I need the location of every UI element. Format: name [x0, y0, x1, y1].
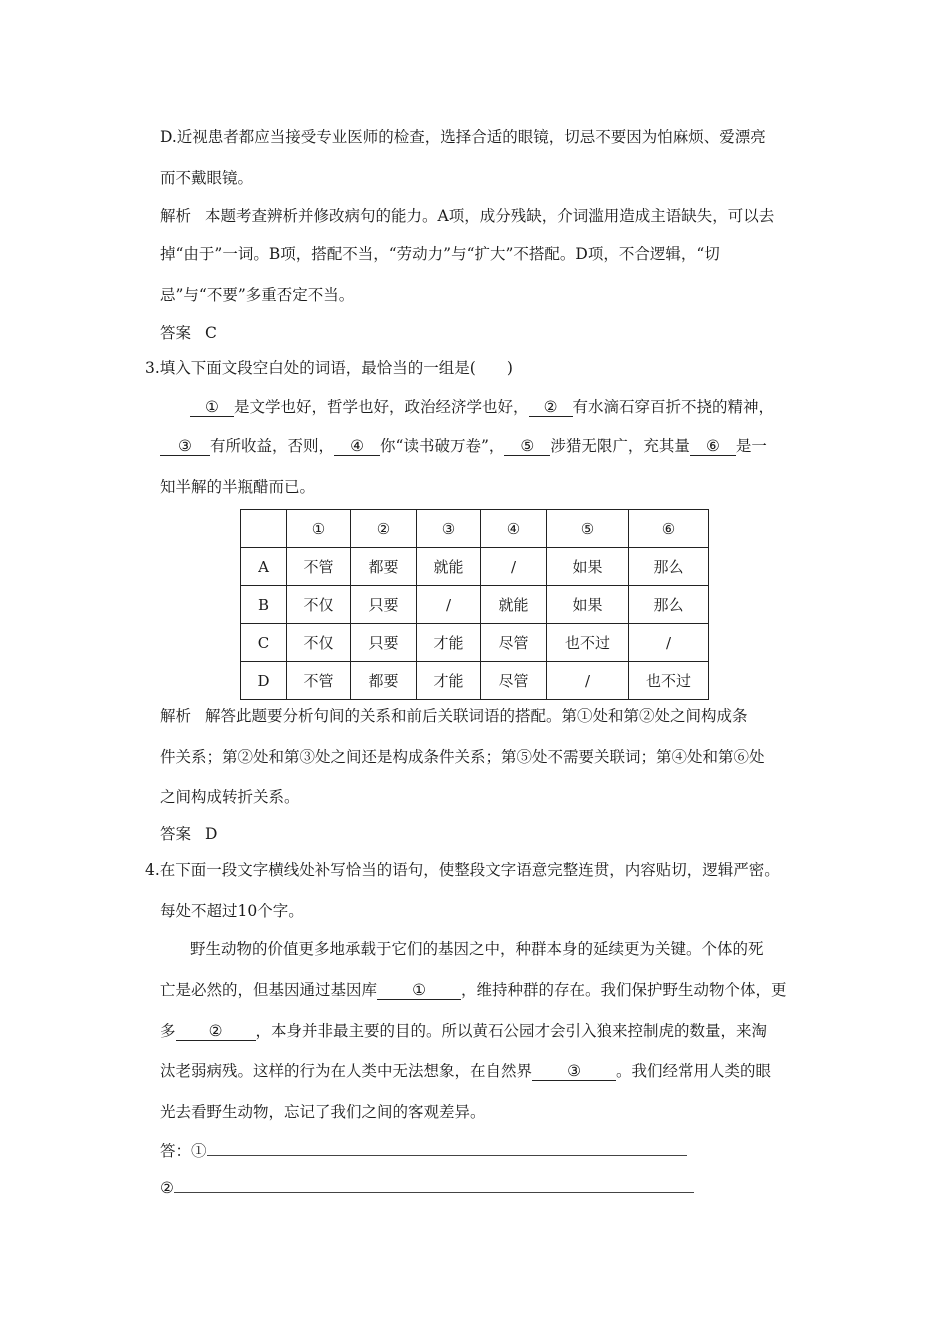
q4-passage-line-5: 光去看野生动物，忘记了我们之间的客观差异。 [160, 1103, 486, 1121]
q3-stem: 3.填入下面文段空白处的词语，最恰当的一组是( ) [145, 359, 513, 377]
q4-stem-line-1: 4.在下面一段文字横线处补写恰当的语句，使整段文字语意完整连贯，内容贴切，逻辑严密。 [145, 861, 780, 879]
table-cell: 如果 [547, 586, 629, 624]
header-cell: ③ [417, 510, 481, 548]
q3-blank-1: ① [190, 398, 234, 417]
q3-text: 涉猎无限广，充其量 [550, 437, 690, 455]
q2-answer [160, 322, 217, 344]
table-cell: 也不过 [629, 662, 709, 700]
q4-text: 汰老弱病残。这样的行为在人类中无法想象，在自然界 [160, 1062, 533, 1080]
q2-analysis-line-1 [160, 205, 774, 227]
table-cell: 尽管 [481, 624, 547, 662]
table-cell: 不仅 [287, 586, 351, 624]
q3-answer [160, 823, 217, 845]
table-row [241, 548, 709, 586]
table-cell: / [629, 624, 709, 662]
q3-blank-6: ⑥ [690, 437, 736, 456]
table-cell: 不管 [287, 548, 351, 586]
analysis-text: 本题考查辨析并修改病句的能力。A项，成分残缺，介词滥用造成主语缺失，可以去 [205, 207, 775, 225]
answer-prefix: 答：① [160, 1142, 207, 1160]
answer-value: D [205, 825, 218, 843]
q4-answer-line-2 [160, 1177, 694, 1199]
q4-text: ，本身并非最主要的目的。所以黄石公园才会引入狼来控制虎的数量，来淘 [255, 1022, 768, 1040]
q3-analysis-line-1 [160, 705, 748, 727]
q3-text: 有水滴石穿百折不挠的精神， [572, 398, 775, 416]
q3-blank-5: ⑤ [504, 437, 550, 456]
answer-label: 答案 [160, 825, 192, 843]
table-header-row [241, 510, 709, 548]
answer-blank-1[interactable] [207, 1141, 687, 1156]
q4-passage-line-2 [160, 979, 787, 1001]
q4-answer-line-1 [160, 1140, 687, 1162]
table-cell: 不仅 [287, 624, 351, 662]
q4-blank-2: ② [176, 1022, 256, 1041]
q2-option-d-cont: 而不戴眼镜。 [160, 169, 254, 187]
q3-text: 是一 [735, 437, 767, 455]
q3-text: 是文学也好，哲学也好，政治经济学也好， [234, 398, 529, 416]
table-cell: 才能 [417, 624, 481, 662]
row-label: C [241, 624, 287, 662]
table-row [241, 586, 709, 624]
row-label: B [241, 586, 287, 624]
row-label: A [241, 548, 287, 586]
q4-blank-3: ③ [532, 1062, 616, 1081]
q3-passage-line-2 [160, 435, 767, 457]
header-cell: ① [287, 510, 351, 548]
table-cell: / [417, 586, 481, 624]
q4-text: 多 [160, 1022, 176, 1040]
q4-text: 亡是必然的，但基因通过基因库 [160, 981, 378, 999]
table-row [241, 624, 709, 662]
q2-analysis-line-2: 掉“由于”一词。B项，搭配不当，“劳动力”与“扩大”不搭配。D项，不合逻辑，“切 [160, 245, 720, 263]
table-cell: 都要 [351, 548, 417, 586]
answer-value: C [205, 324, 217, 342]
q4-text: ，维持种群的存在。我们保护野生动物个体，更 [461, 981, 787, 999]
q3-options-table [240, 509, 709, 700]
table-cell: / [481, 548, 547, 586]
q2-analysis-line-3: 忌”与“不要”多重否定不当。 [160, 286, 355, 304]
answer-number: ② [160, 1179, 174, 1197]
table-cell: 就能 [481, 586, 547, 624]
table-cell: 那么 [629, 586, 709, 624]
q4-blank-1: ① [377, 981, 461, 1000]
q3-analysis-line-3: 之间构成转折关系。 [160, 788, 300, 806]
header-cell [241, 510, 287, 548]
header-cell: ⑥ [629, 510, 709, 548]
row-label: D [241, 662, 287, 700]
q3-analysis-line-2: 件关系；第②处和第③处之间还是构成条件关系；第⑤处不需要关联词；第④处和第⑥处 [160, 748, 765, 766]
answer-blank-2[interactable] [174, 1178, 694, 1193]
q3-blank-2: ② [529, 398, 573, 417]
q4-stem-line-2: 每处不超过10个字。 [160, 902, 304, 920]
q4-passage-line-3 [160, 1020, 767, 1042]
q4-passage-line-4 [160, 1060, 771, 1082]
table-cell: 那么 [629, 548, 709, 586]
header-cell: ④ [481, 510, 547, 548]
analysis-text: 解答此题要分析句间的关系和前后关联词语的搭配。第①处和第②处之间构成条 [205, 707, 748, 725]
answer-label: 答案 [160, 324, 192, 342]
table-cell: 不管 [287, 662, 351, 700]
q4-passage-line-1: 野生动物的价值更多地承载于它们的基因之中，种群本身的延续更为关键。个体的死 [190, 940, 764, 958]
table-cell: 才能 [417, 662, 481, 700]
table-cell: / [547, 662, 629, 700]
table-cell: 只要 [351, 624, 417, 662]
header-cell: ② [351, 510, 417, 548]
table-cell: 也不过 [547, 624, 629, 662]
table-cell: 就能 [417, 548, 481, 586]
table-cell: 尽管 [481, 662, 547, 700]
q3-passage-line-3: 知半解的半瓶醋而已。 [160, 478, 316, 496]
table-row [241, 662, 709, 700]
q4-text: 。我们经常用人类的眼 [616, 1062, 772, 1080]
table-cell: 如果 [547, 548, 629, 586]
q3-text: 你“读书破万卷”， [380, 437, 505, 455]
q3-passage-line-1 [190, 396, 774, 418]
table-cell: 只要 [351, 586, 417, 624]
q3-text: 有所收益，否则， [210, 437, 335, 455]
q3-blank-3: ③ [160, 437, 210, 456]
table-cell: 都要 [351, 662, 417, 700]
analysis-label: 解析 [160, 707, 192, 725]
header-cell: ⑤ [547, 510, 629, 548]
analysis-label: 解析 [160, 207, 192, 225]
q3-blank-4: ④ [334, 437, 380, 456]
q2-option-d: D.近视患者都应当接受专业医师的检查，选择合适的眼镜，切忌不要因为怕麻烦、爱漂亮 [160, 128, 766, 146]
